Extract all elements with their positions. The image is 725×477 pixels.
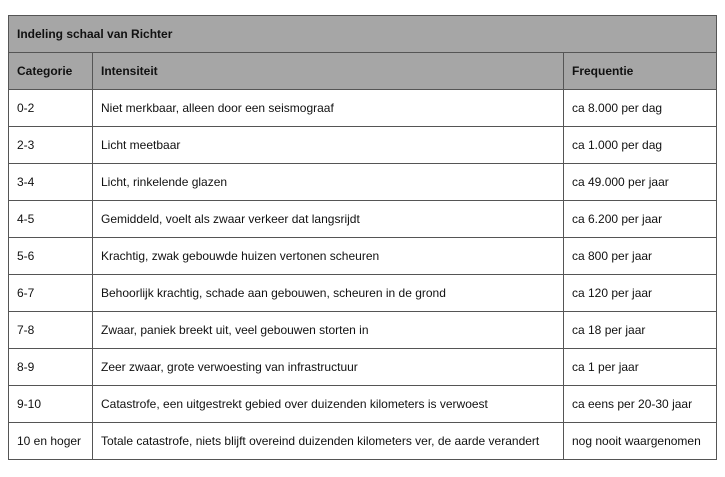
- cell-intensiteit: Zeer zwaar, grote verwoesting van infrastructuur: [93, 349, 564, 386]
- table-row: [9, 349, 717, 386]
- cell-categorie: 0-2: [9, 90, 93, 127]
- table-row: [9, 127, 717, 164]
- cell-frequentie: ca 1.000 per dag: [564, 127, 717, 164]
- cell-intensiteit: Totale catastrofe, niets blijft overeind duizenden kilometers ver, de aarde verandert: [93, 423, 564, 460]
- cell-frequentie: ca 8.000 per dag: [564, 90, 717, 127]
- cell-frequentie: ca 18 per jaar: [564, 312, 717, 349]
- cell-intensiteit: Behoorlijk krachtig, schade aan gebouwen, scheuren in de grond: [93, 275, 564, 312]
- table-row: [9, 164, 717, 201]
- richter-scale-table: [8, 15, 717, 460]
- cell-categorie: 10 en hoger: [9, 423, 93, 460]
- header-intensiteit: Intensiteit: [93, 53, 564, 90]
- table-title-row: [9, 16, 717, 53]
- table-row: [9, 386, 717, 423]
- table-row: [9, 423, 717, 460]
- cell-frequentie: ca 49.000 per jaar: [564, 164, 717, 201]
- cell-categorie: 3-4: [9, 164, 93, 201]
- cell-categorie: 4-5: [9, 201, 93, 238]
- cell-frequentie: ca 6.200 per jaar: [564, 201, 717, 238]
- cell-categorie: 6-7: [9, 275, 93, 312]
- cell-categorie: 7-8: [9, 312, 93, 349]
- cell-intensiteit: Krachtig, zwak gebouwde huizen vertonen scheuren: [93, 238, 564, 275]
- cell-intensiteit: Licht meetbaar: [93, 127, 564, 164]
- cell-frequentie: ca eens per 20-30 jaar: [564, 386, 717, 423]
- cell-frequentie: ca 800 per jaar: [564, 238, 717, 275]
- cell-categorie: 9-10: [9, 386, 93, 423]
- table-row: [9, 201, 717, 238]
- table-row: [9, 312, 717, 349]
- cell-frequentie: nog nooit waargenomen: [564, 423, 717, 460]
- cell-frequentie: ca 120 per jaar: [564, 275, 717, 312]
- header-frequentie: Frequentie: [564, 53, 717, 90]
- cell-intensiteit: Niet merkbaar, alleen door een seismograaf: [93, 90, 564, 127]
- table-row: [9, 238, 717, 275]
- header-categorie: Categorie: [9, 53, 93, 90]
- cell-categorie: 8-9: [9, 349, 93, 386]
- cell-intensiteit: Zwaar, paniek breekt uit, veel gebouwen storten in: [93, 312, 564, 349]
- cell-intensiteit: Gemiddeld, voelt als zwaar verkeer dat langsrijdt: [93, 201, 564, 238]
- table-header-row: [9, 53, 717, 90]
- cell-frequentie: ca 1 per jaar: [564, 349, 717, 386]
- table-row: [9, 275, 717, 312]
- cell-intensiteit: Licht, rinkelende glazen: [93, 164, 564, 201]
- cell-intensiteit: Catastrofe, een uitgestrekt gebied over duizenden kilometers is verwoest: [93, 386, 564, 423]
- table-title: Indeling schaal van Richter: [9, 16, 717, 53]
- cell-categorie: 5-6: [9, 238, 93, 275]
- cell-categorie: 2-3: [9, 127, 93, 164]
- table-row: [9, 90, 717, 127]
